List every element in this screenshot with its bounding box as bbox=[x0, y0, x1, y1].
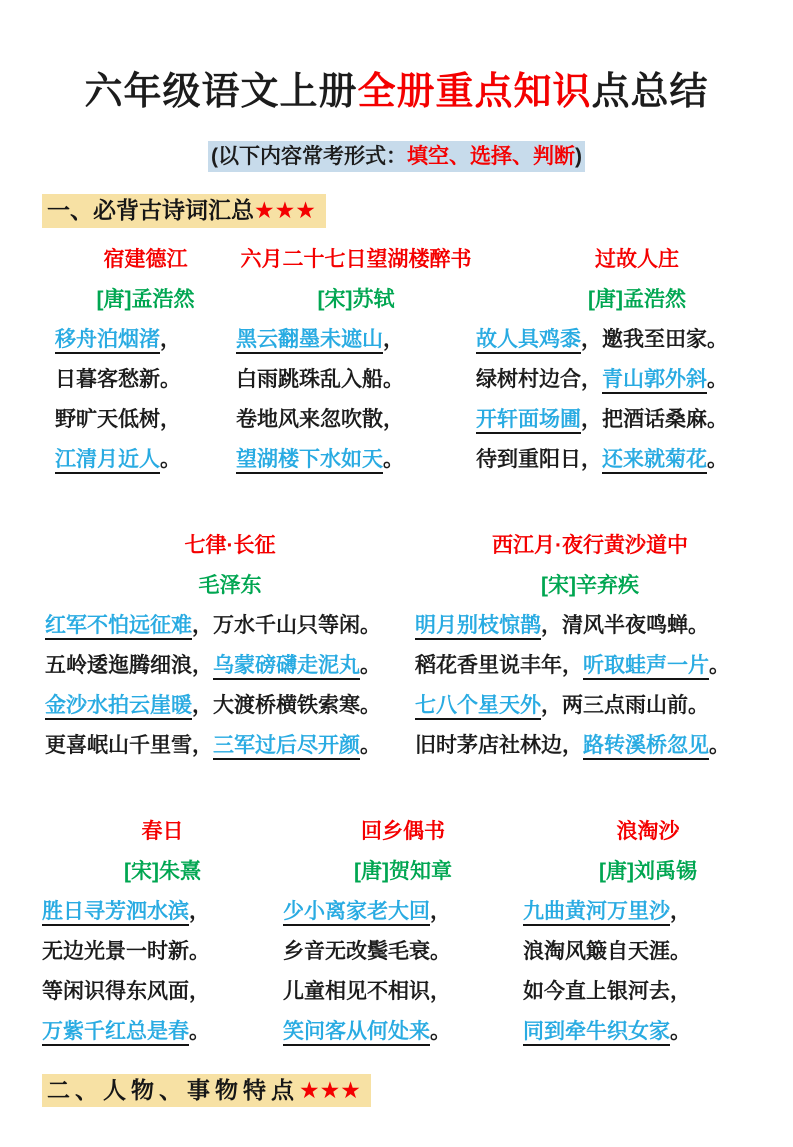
stars-icon: ★★★ bbox=[254, 196, 316, 223]
line-text: 。 bbox=[670, 1019, 691, 1043]
poem-line bbox=[283, 972, 523, 1012]
poem-line bbox=[55, 440, 236, 480]
key-phrase: 明月别枝惊鹊 bbox=[415, 614, 541, 640]
key-phrase: 少小离家老大回 bbox=[283, 900, 430, 926]
poem-block bbox=[55, 240, 236, 480]
title-segment-black-1: 六年级语文上册 bbox=[84, 71, 358, 114]
key-phrase: 三军过后尽开颜 bbox=[213, 734, 360, 760]
key-phrase: 移舟泊烟渚 bbox=[55, 328, 160, 354]
key-phrase: 红军不怕远征难 bbox=[45, 614, 192, 640]
line-text: 旧时茅店社林边， bbox=[415, 733, 583, 757]
poem-line bbox=[45, 606, 415, 646]
poem-line bbox=[283, 1012, 523, 1052]
key-phrase: 青山郭外斜 bbox=[602, 368, 707, 394]
poem-line bbox=[476, 360, 793, 400]
poem-author: [唐]刘禹锡 bbox=[599, 859, 697, 883]
poem-block bbox=[236, 240, 476, 480]
line-text: ， bbox=[189, 899, 210, 923]
poem-line bbox=[476, 440, 793, 480]
poem-author: [唐]孟浩然 bbox=[96, 287, 195, 311]
subtitle-row bbox=[0, 141, 793, 172]
stars-icon: ★★★ bbox=[299, 1076, 361, 1103]
key-phrase: 开轩面场圃 bbox=[476, 408, 581, 434]
key-phrase: 还来就菊花 bbox=[602, 448, 707, 474]
line-text: ，把酒话桑麻。 bbox=[581, 407, 728, 431]
poem-line bbox=[55, 320, 236, 360]
poem-line bbox=[55, 400, 236, 440]
poem-line bbox=[523, 972, 773, 1012]
key-phrase: 听取蛙声一片 bbox=[583, 654, 709, 680]
line-text: 。 bbox=[160, 447, 181, 471]
line-text: ， bbox=[160, 327, 181, 351]
poem-author: [宋]辛弃疾 bbox=[541, 573, 639, 597]
line-text: ， bbox=[383, 327, 404, 351]
poem-line bbox=[415, 686, 765, 726]
line-text: 。 bbox=[707, 367, 728, 391]
poem-line bbox=[45, 686, 415, 726]
document-page bbox=[0, 25, 793, 1147]
line-text: ，清风半夜鸣蝉。 bbox=[541, 613, 709, 637]
poem-line bbox=[42, 1012, 283, 1052]
poem-line bbox=[283, 892, 523, 932]
poem-line bbox=[415, 606, 765, 646]
title-segment-red: 全册重点知识 bbox=[357, 71, 592, 114]
page-title bbox=[0, 25, 793, 115]
poem-line bbox=[523, 932, 773, 972]
poem-line bbox=[283, 932, 523, 972]
line-text: 野旷天低树， bbox=[55, 407, 181, 431]
poem-row bbox=[0, 240, 793, 480]
line-text: 。 bbox=[709, 733, 730, 757]
poem-line bbox=[45, 726, 415, 766]
line-text: 更喜岷山千里雪， bbox=[45, 733, 213, 757]
poem-title: 春日 bbox=[141, 819, 184, 843]
line-text: ，邀我至田家。 bbox=[581, 327, 728, 351]
key-phrase: 同到牵牛织女家 bbox=[523, 1020, 670, 1046]
poem-line bbox=[42, 932, 283, 972]
subtitle-suffix: ) bbox=[575, 144, 582, 168]
key-phrase: 万紫千红总是春 bbox=[42, 1020, 189, 1046]
line-text: 儿童相见不相识， bbox=[283, 979, 451, 1003]
key-phrase: 路转溪桥忽见 bbox=[583, 734, 709, 760]
poem-line bbox=[42, 892, 283, 932]
key-phrase: 江清月近人 bbox=[55, 448, 160, 474]
key-phrase: 九曲黄河万里沙 bbox=[523, 900, 670, 926]
section-heading-characteristics bbox=[42, 1074, 371, 1108]
line-text: 卷地风来忽吹散， bbox=[236, 407, 404, 431]
poem-line bbox=[45, 646, 415, 686]
key-phrase: 笑问客从何处来 bbox=[283, 1020, 430, 1046]
poem-row bbox=[0, 812, 793, 1052]
key-phrase: 金沙水拍云崖暖 bbox=[45, 694, 192, 720]
line-text: 。 bbox=[709, 653, 730, 677]
key-phrase: 黑云翻墨未遮山 bbox=[236, 328, 383, 354]
poem-line bbox=[415, 726, 765, 766]
poem-line bbox=[236, 320, 476, 360]
poem-title: 回乡偶书 bbox=[361, 819, 445, 843]
section-heading-poems bbox=[42, 194, 326, 228]
key-phrase: 乌蒙磅礴走泥丸 bbox=[213, 654, 360, 680]
line-text: 浪淘风簸自天涯。 bbox=[523, 939, 691, 963]
poem-block bbox=[283, 812, 523, 1052]
poem-line bbox=[236, 400, 476, 440]
poem-line bbox=[55, 360, 236, 400]
line-text: 。 bbox=[430, 1019, 451, 1043]
line-text: 五岭逶迤腾细浪， bbox=[45, 653, 213, 677]
line-text: 无边光景一时新。 bbox=[42, 939, 210, 963]
poem-author: [宋]苏轼 bbox=[317, 287, 395, 311]
poem-line bbox=[476, 320, 793, 360]
line-text: ，两三点雨山前。 bbox=[541, 693, 709, 717]
title-segment-black-2: 点总结 bbox=[591, 71, 709, 114]
line-text: ， bbox=[430, 899, 451, 923]
poem-block bbox=[45, 526, 415, 766]
poem-row bbox=[0, 526, 793, 766]
line-text: 日暮客愁新。 bbox=[55, 367, 181, 391]
section-heading-label: 二、人物、事物特点 bbox=[47, 1076, 299, 1103]
poem-author: [唐]孟浩然 bbox=[588, 287, 686, 311]
poem-block bbox=[476, 240, 793, 480]
line-text: ， bbox=[670, 899, 691, 923]
poem-title: 宿建德江 bbox=[103, 247, 188, 271]
line-text: ，万水千山只等闲。 bbox=[192, 613, 381, 637]
poem-block bbox=[42, 812, 283, 1052]
key-phrase: 望湖楼下水如天 bbox=[236, 448, 383, 474]
line-text: 白雨跳珠乱入船。 bbox=[236, 367, 404, 391]
line-text: 。 bbox=[360, 733, 381, 757]
poem-title: 浪淘沙 bbox=[616, 819, 680, 843]
line-text: 。 bbox=[360, 653, 381, 677]
line-text: 。 bbox=[707, 447, 728, 471]
key-phrase: 故人具鸡黍 bbox=[476, 328, 581, 354]
line-text: 如今直上银河去， bbox=[523, 979, 691, 1003]
poem-line bbox=[415, 646, 765, 686]
subtitle-exam-types: 填空、选择、判断 bbox=[407, 144, 575, 168]
poem-author: [唐]贺知章 bbox=[354, 859, 452, 883]
line-text: 乡音无改鬓毛衰。 bbox=[283, 939, 451, 963]
poem-line bbox=[476, 400, 793, 440]
subtitle-prefix: (以下内容常考形式： bbox=[211, 144, 407, 168]
subtitle bbox=[208, 141, 585, 172]
poem-line bbox=[523, 892, 773, 932]
poem-block bbox=[415, 526, 765, 766]
poems-container bbox=[0, 240, 793, 1052]
poem-title: 过故人庄 bbox=[595, 247, 679, 271]
poem-line bbox=[236, 360, 476, 400]
line-text: 。 bbox=[189, 1019, 210, 1043]
poem-author: [宋]朱熹 bbox=[124, 859, 201, 883]
line-text: 稻花香里说丰年， bbox=[415, 653, 583, 677]
poem-title: 六月二十七日望湖楼醉书 bbox=[240, 247, 472, 271]
poem-block bbox=[523, 812, 773, 1052]
poem-line bbox=[42, 972, 283, 1012]
line-text: 待到重阳日， bbox=[476, 447, 602, 471]
line-text: 等闲识得东风面， bbox=[42, 979, 210, 1003]
poem-author: 毛泽东 bbox=[198, 573, 262, 597]
section-heading-label: 一、必背古诗词汇总 bbox=[47, 196, 254, 223]
poem-title: 西江月·夜行黄沙道中 bbox=[492, 533, 688, 557]
key-phrase: 七八个星天外 bbox=[415, 694, 541, 720]
line-text: ，大渡桥横铁索寒。 bbox=[192, 693, 381, 717]
line-text: 绿树村边合， bbox=[476, 367, 602, 391]
poem-line bbox=[236, 440, 476, 480]
key-phrase: 胜日寻芳泗水滨 bbox=[42, 900, 189, 926]
poem-title: 七律·长征 bbox=[184, 533, 276, 557]
line-text: 。 bbox=[383, 447, 404, 471]
poem-line bbox=[523, 1012, 773, 1052]
